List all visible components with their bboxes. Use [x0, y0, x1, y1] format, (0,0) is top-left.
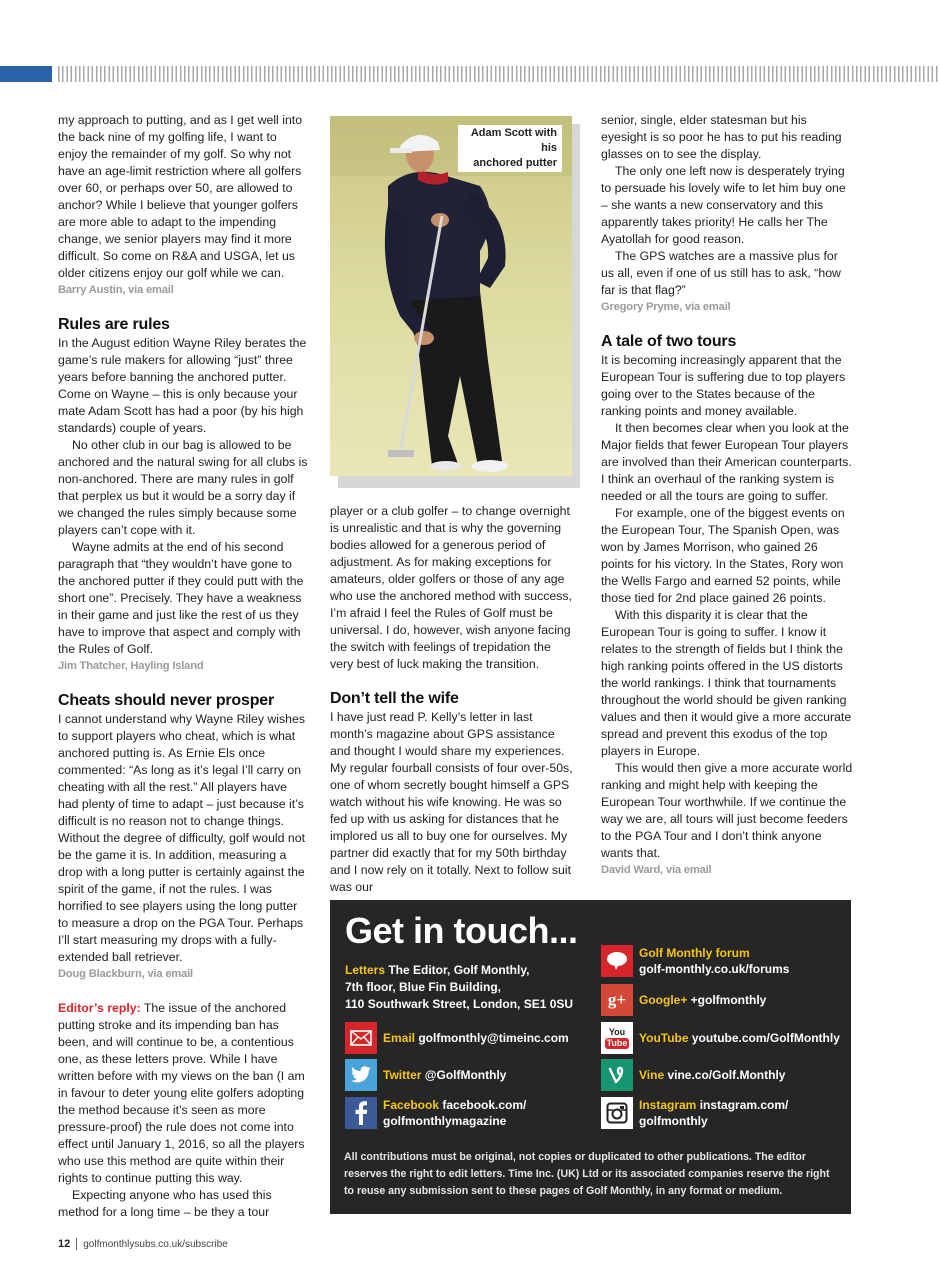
speech-bubble-icon	[601, 945, 633, 977]
facebook-value: facebook.com/	[439, 1098, 527, 1112]
instagram-icon	[601, 1097, 633, 1129]
contributions-disclaimer: All contributions must be original, not copies or duplicated to other publications. The editor reserves the right to edit letters. Time Inc. (UK) Ltd or its associated companies reserve the right to reuse any submission sent to these pages of Golf Monthly, in any format or medium.	[344, 1151, 830, 1197]
editor-reply-text: Expecting anyone who has used this method for a long time – be they a tour	[58, 1188, 272, 1219]
letter-paragraph: It then becomes clear when you look at the Major fields that fewer European Tour players are involved than their American counterparts. I think an overhaul of the ranking system is needed or all the tours are going to suffer.	[601, 421, 852, 503]
letter-heading-cheats: Cheats should never prosper	[58, 692, 274, 709]
letter-paragraph: The only one left now is desperately trying to persuade his lovely wife to let him buy one – she wants a new conservatory and this apparently takes priority! He calls her The Ayatollah for good reason.	[601, 164, 846, 246]
column-2	[330, 503, 574, 896]
contact-googleplus[interactable]	[601, 984, 766, 1016]
letter-paragraph: The GPS watches are a massive plus for us all, even if one of us still has to ask, “how far is that flag?”	[601, 249, 841, 297]
forum-label: Golf Monthly forum	[639, 946, 750, 960]
letter-paragraph: player or a club golfer – to change overnight is unrealistic and that is why the governing bodies allowed for a generous period of adjustment. As for making exceptions for amateurs, older golfers or those of any age who use the anchored method with success, I’m afraid I feel the Rules of Golf must be universal. I do, however, wish anyone facing the switch with feelings of trepidation the very best of luck making the transition.	[330, 504, 572, 671]
letters-address-line: 110 Southwark Street, London, SE1 0SU	[345, 997, 574, 1011]
photo-caption-line: anchored putter	[473, 157, 557, 169]
contact-instagram[interactable]	[601, 1097, 788, 1129]
youtube-label: YouTube	[639, 1031, 689, 1045]
letter-paragraph: I have just read P. Kelly’s letter in last month’s magazine about GPS assistance and thought I would share my experiences. My regular fourball consists of four over-50s, one of whom secretly bought himself a GPS watch without his wife knowing. He was so fed up with us asking for distances that he implored us all to buy one for ourselves. My partner did exactly that for my 50th birthday and I now rely on it totally. Next to follow suit was our	[330, 710, 573, 894]
youtube-value: youtube.com/GolfMonthly	[688, 1031, 840, 1045]
letter-signature: Jim Thatcher, Hayling Island	[58, 660, 204, 672]
letters-address-line: The Editor, Golf Monthly,	[385, 963, 530, 977]
subscribe-url[interactable]: golfmonthlysubs.co.uk/subscribe	[83, 1238, 228, 1250]
contact-forum[interactable]	[601, 945, 789, 977]
footer-divider	[76, 1238, 77, 1250]
editor-reply-text: The issue of the anchored putting stroke and its impending ban has been, and will continue to be, a contentious one, as these letters prove. While I have written before with my views on the ban (I am in favour to deter young elite golfers adopting the method because it’s seen as more pressure-proof) the rule does not come into effect until January 1, 2016, so all the players who use this method are quite within their rights to continue putting this way.	[58, 1001, 305, 1185]
letter-paragraph: In the August edition Wayne Riley berates the game’s rule makers for allowing “just” three years before banning the anchored putter. Come on Wayne – this is only because your mate Adam Scott has had a poor (by his high standards) couple of years.	[58, 336, 307, 435]
vine-label: Vine	[639, 1068, 665, 1082]
photo-caption	[458, 125, 562, 172]
letters-address	[345, 962, 585, 1013]
googleplus-label: Google+	[639, 993, 688, 1007]
instagram-label: Instagram	[639, 1098, 697, 1112]
page-number: 12	[58, 1238, 71, 1250]
letter-paragraph: It is becoming increasingly apparent that the European Tour is suffering due to top players going over to the States because of the ranking points and money available.	[601, 353, 846, 418]
letter-paragraph: I cannot understand why Wayne Riley wishes to support players who cheat, which is what anchored putting is. As Ernie Els once commented: “As long as it’s legal I’ll carry on cheating with all the rest.” All players have had plenty of time to adapt – just because it’s difficult is no reason not to change things. Without the degree of difficulty, golf would not be the game it is. In addition, measuring a drop with a long putter is certainly against the spirit of the game, if not the rules. I was horrified to see players using the long putter to measure a drop on the PGA Tour. Perhaps I’ll start measuring my drops with a fully-extended ball retriever.	[58, 712, 305, 964]
google-plus-icon: g+	[601, 984, 633, 1016]
letter-heading-tours: A tale of two tours	[601, 333, 737, 350]
forum-value: golf-monthly.co.uk/forums	[639, 962, 790, 976]
facebook-icon	[345, 1097, 377, 1129]
letters-label: Letters	[345, 963, 386, 977]
vine-icon	[601, 1059, 633, 1091]
contact-twitter[interactable]	[345, 1059, 506, 1091]
letter-paragraph: senior, single, elder statesman but his eyesight is so poor he has to put his reading glasses on to see the display.	[601, 113, 842, 161]
letter-intro-text: my approach to putting, and as I get well into the back nine of my golfing life, I want to enjoy the remainder of my golf. So why not have an age-limit restriction where all golfers over 60, or perhaps over 50, are allowed to anchor? While I believe that younger golfers are more able to adapt to the impending change, we senior players may find it more difficult. So come on R&A and USGA, let us older citizens enjoy our golf while we can.	[58, 113, 303, 280]
contact-vine[interactable]	[601, 1059, 785, 1091]
contact-facebook[interactable]	[345, 1097, 526, 1129]
golfer-photo	[330, 116, 572, 476]
letter-paragraph: With this disparity it is clear that the European Tour is going to suffer. I know it relates to the strength of fields but I think the high ranking points offered in the US distorts the world rankings. I think that tournaments throughout the world should be given ranking values and then it would give a more accurate spread and prevent this exodus of the top players in Europe.	[601, 608, 852, 758]
letter-signature: David Ward, via email	[601, 864, 712, 876]
header-stripe	[0, 66, 940, 82]
letter-paragraph: This would then give a more accurate world ranking and might help with keeping the European Tour worthwhile. If we continue the way we are, all tours will just become feeders to the PGA Tour and I don’t think anyone wants that.	[601, 761, 853, 860]
youtube-icon	[601, 1022, 633, 1054]
letter-heading-rules: Rules are rules	[58, 316, 170, 333]
editor-reply-label: Editor’s reply:	[58, 1001, 141, 1015]
twitter-value: @GolfMonthly	[421, 1068, 507, 1082]
email-value: golfmonthly@timeinc.com	[415, 1031, 569, 1045]
letter-paragraph: No other club in our bag is allowed to be anchored and the natural swing for all clubs is non-anchored. There are many rules in golf that perplex us but it would be a sorry day if we changed the rules simply because some players can’t cope with it.	[58, 438, 308, 537]
instagram-value: instagram.com/	[696, 1098, 789, 1112]
vine-value: vine.co/Golf.Monthly	[664, 1068, 786, 1082]
column-3	[601, 112, 853, 879]
email-label: Email	[383, 1031, 416, 1045]
letter-heading-wife: Don’t tell the wife	[330, 690, 459, 707]
get-in-touch-title: Get in touch...	[345, 910, 578, 951]
youtube-icon-text: You	[608, 1027, 626, 1037]
editor-reply	[58, 1000, 308, 1187]
contact-youtube[interactable]	[601, 1022, 840, 1054]
letter-signature: Barry Austin, via email	[58, 284, 174, 296]
letters-address-line: 7th floor, Blue Fin Building,	[345, 980, 501, 994]
column-1	[58, 112, 308, 1221]
get-in-touch-box	[330, 900, 851, 1214]
twitter-icon	[345, 1059, 377, 1091]
header-tick-rule	[58, 66, 940, 82]
golfer-photo-frame	[330, 116, 580, 488]
header-accent-block	[0, 66, 52, 82]
email-icon	[345, 1022, 377, 1054]
facebook-label: Facebook	[383, 1098, 440, 1112]
facebook-value: golfmonthlymagazine	[383, 1114, 507, 1128]
photo-caption-line: Adam Scott with his	[470, 127, 557, 154]
twitter-label: Twitter	[383, 1068, 422, 1082]
page-footer	[58, 1238, 228, 1250]
instagram-value: golfmonthly	[639, 1114, 708, 1128]
letter-signature: Doug Blackburn, via email	[58, 968, 193, 980]
letter-paragraph: For example, one of the biggest events on the European Tour, The Spanish Open, was won by James Morrison, who gained 26 points for his victory. In the States, Rory won the Wells Fargo and earned 52 points, while those tied for 2nd place gained 26 points.	[601, 506, 845, 605]
googleplus-value: +golfmonthly	[687, 993, 767, 1007]
letter-signature: Gregory Pryme, via email	[601, 301, 731, 313]
youtube-icon-text: Tube	[606, 1038, 628, 1048]
letter-paragraph: Wayne admits at the end of his second paragraph that “they wouldn’t have gone to the anchored putter if they could putt with the short one”. Precisely. They have a weakness in their game and just like the rest of us they have to improve that aspect and comply with the Rules of Golf.	[58, 540, 304, 656]
contact-email[interactable]	[345, 1022, 569, 1054]
